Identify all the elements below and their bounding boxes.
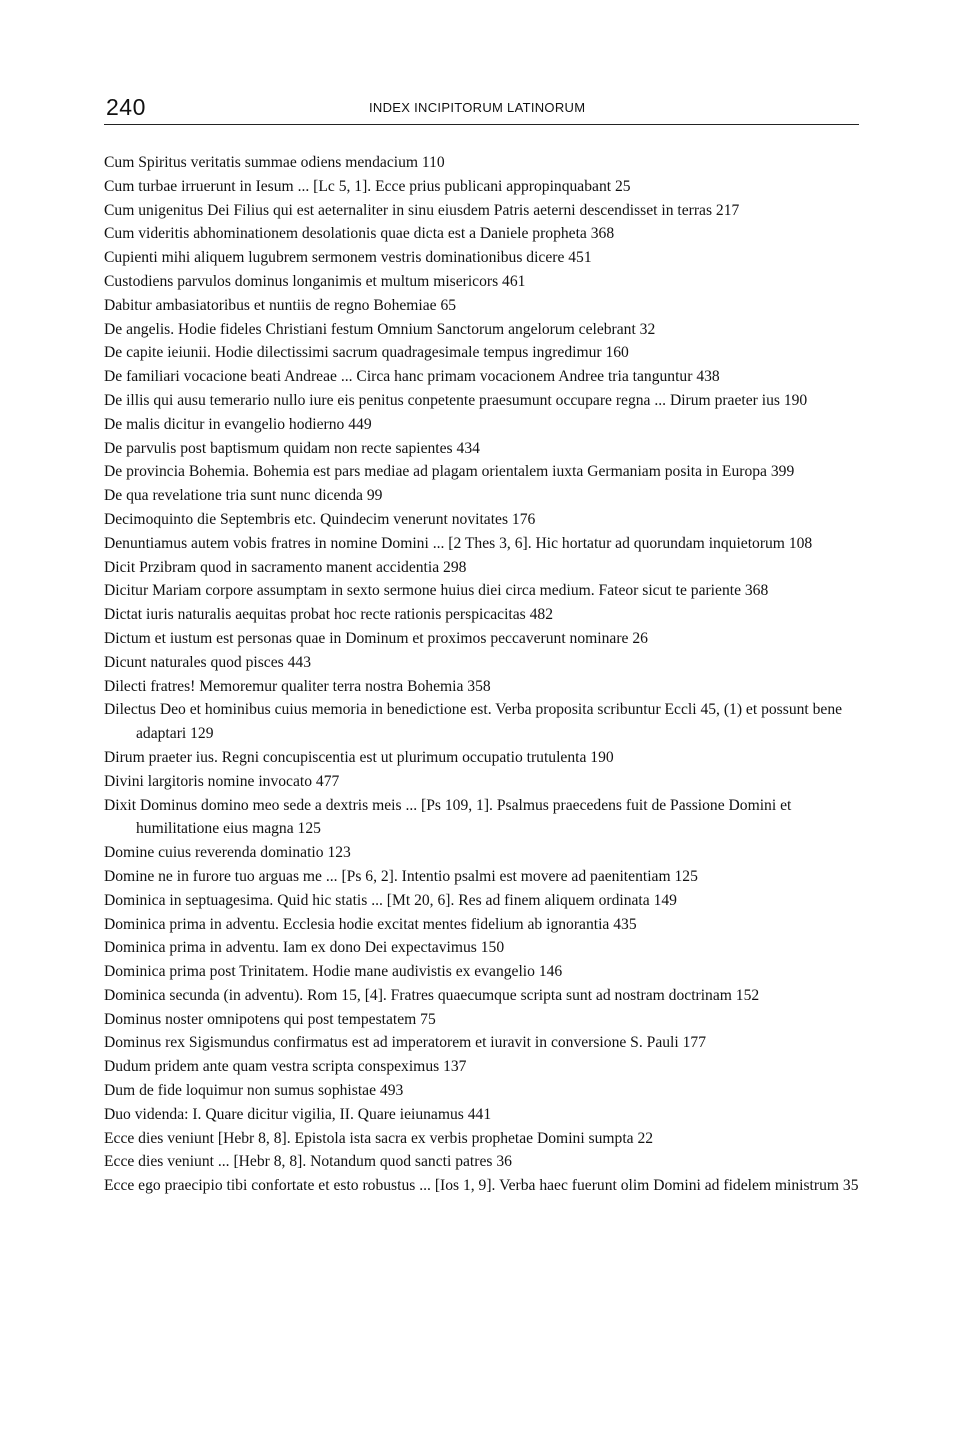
index-entry: Cupienti mihi aliquem lugubrem sermonem vestris dominationibus dicere 451 — [104, 249, 592, 267]
index-entry: Cum Spiritus veritatis summae odiens mendacium 110 — [104, 154, 445, 171]
index-entry: De parvulis post baptismum quidam non recte sapientes 434 — [104, 439, 480, 457]
index-entry: De provincia Bohemia. Bohemia est pars mediae ad plagam orientalem iuxta Germaniam posita in Europa 399 — [104, 463, 795, 481]
page-header — [104, 92, 859, 125]
page-number: 240 — [106, 94, 146, 120]
index-entry: Domine cuius reverenda dominatio 123 — [104, 844, 351, 862]
index-entry: Dum de fide loquimur non sumus sophistae 493 — [104, 1082, 404, 1100]
index-entry: De illis qui ausu temerario nullo iure eis penitus conpetente praesumunt occupare regna ... Dirum praeter ius 190 — [104, 391, 808, 409]
index-entry: Domine ne in furore tuo arguas me ... [Ps 6, 2]. Intentio psalmi est movere ad paenitentiam 125 — [104, 867, 698, 885]
index-entry: De capite ieiunii. Hodie dilectissimi sacrum quadragesimale tempus ingredimur 160 — [104, 344, 629, 362]
index-entry: Dictat iuris naturalis aequitas probat hoc recte rationis perspicacitas 482 — [104, 606, 554, 624]
index-entry: Dilecti fratres! Memoremur qualiter terra nostra Bohemia 358 — [104, 677, 491, 695]
index-entry: Dominica prima in adventu. Iam ex dono Dei expectavimus 150 — [104, 939, 505, 957]
index-entry: Cum turbae irruerunt in Iesum ... [Lc 5, 1]. Ecce prius publicani appropinquabant 25 — [104, 177, 631, 195]
index-entry: Denuntiamus autem vobis fratres in nomine Domini ... [2 Thes 3, 6]. Hic hortatur ad quorundam inquietorum 108 — [104, 534, 813, 552]
index-entry: Decimoquinto die Septembris etc. Quindecim venerunt novitates 176 — [104, 510, 536, 528]
index-entry: Dominus rex Sigismundus confirmatus est ad imperatorem et iuravit in conversione S. Pauli 177 — [104, 1034, 706, 1052]
index-entry: Dicit Przibram quod in sacramento manent accidentia 298 — [104, 558, 467, 576]
index-entry: Duo videnda: I. Quare dicitur vigilia, II. Quare ieiunamus 441 — [104, 1105, 492, 1123]
index-entry: Dixit Dominus domino meo sede a dextris meis ... [Ps 109, 1]. Psalmus praecedens fuit de Passione Domini et humilitatione eius magna 125 — [104, 796, 792, 838]
index-entry: Dominus noster omnipotens qui post tempestatem 75 — [104, 1010, 436, 1028]
index-entry: Dominica prima post Trinitatem. Hodie mane audivistis ex evangelio 146 — [104, 963, 563, 981]
index-entry: De qua revelatione tria sunt nunc dicenda 99 — [104, 487, 383, 505]
index-entry: Dicunt naturales quod pisces 443 — [104, 653, 312, 671]
index-entry: Dilectus Deo et hominibus cuius memoria in benedictione est. Verba proposita scribuntur Eccli 45, (1) et possunt bene adaptari 129 — [104, 701, 843, 743]
index-entry: Custodiens parvulos dominus longanimis et multum misericors 461 — [104, 272, 526, 290]
index-entry: Ecce ego praecipio tibi confortate et esto robustus ... [Ios 1, 9]. Verba haec fuerunt olim Domini ad fidelem ministrum 35 — [104, 1177, 859, 1195]
index-entry: Dudum pridem ante quam vestra scripta conspeximus 137 — [104, 1058, 467, 1076]
index-entry: Dabitur ambasiatoribus et nuntiis de regno Bohemiae 65 — [104, 296, 457, 314]
index-entry: Dictum et iustum est personas quae in Dominum et proximos peccaverunt nominare 26 — [104, 629, 648, 647]
index-entry: Cum videritis abhominationem desolationis quae dicta est a Daniele propheta 368 — [104, 225, 615, 243]
index-entry: De familiari vocacione beati Andreae ... Circa hanc primam vocacionem Andree tria tanguntur 438 — [104, 368, 720, 386]
index-entry: Dirum praeter ius. Regni concupiscentia est ut plurimum occupatio trutulenta 190 — [104, 748, 614, 766]
index-list — [104, 151, 859, 1198]
index-entry: Dicitur Mariam corpore assumptam in sexto sermone huius diei circa medium. Fateor sicut te pariente 368 — [104, 582, 769, 600]
index-entry: Divini largitoris nomine invocato 477 — [104, 772, 340, 790]
index-entry: De malis dicitur in evangelio hodierno 449 — [104, 415, 372, 433]
index-entry: Dominica prima in adventu. Ecclesia hodie excitat mentes fidelium ab ignorantia 435 — [104, 915, 637, 933]
index-entry: Ecce dies veniunt ... [Hebr 8, 8]. Notandum quod sancti patres 36 — [104, 1153, 512, 1171]
index-entry: Dominica in septuagesima. Quid hic statis ... [Mt 20, 6]. Res ad finem aliquem ordinata 149 — [104, 891, 677, 909]
index-entry: Cum unigenitus Dei Filius qui est aeternaliter in sinu eiusdem Patris aeterni descendisset in terras 217 — [104, 201, 740, 219]
running-title: INDEX INCIPITORUM LATINORUM — [369, 100, 586, 115]
index-entry: De angelis. Hodie fideles Christiani festum Omnium Sanctorum angelorum celebrant 32 — [104, 320, 656, 338]
index-entry: Dominica secunda (in adventu). Rom 15, [4]. Fratres quaecumque scripta sunt ad nostram doctrinam 152 — [104, 986, 760, 1004]
index-entry: Ecce dies veniunt [Hebr 8, 8]. Epistola ista sacra ex verbis prophetae Domini sumpta 22 — [104, 1129, 654, 1147]
